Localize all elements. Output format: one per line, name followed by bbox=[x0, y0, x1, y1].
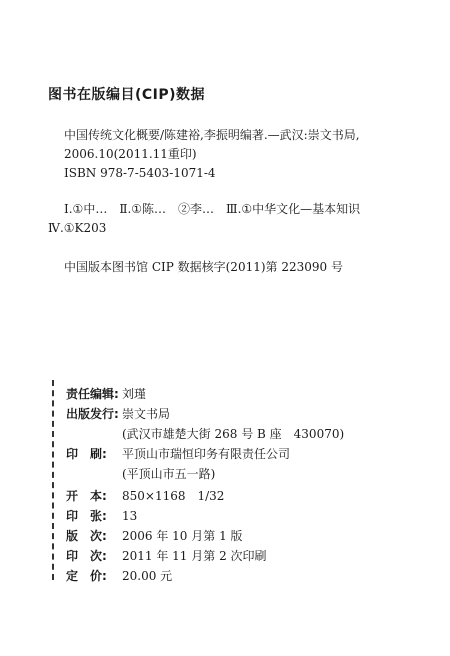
sheets-value: 13 bbox=[122, 509, 138, 523]
printer-address: (平顶山市五一路) bbox=[122, 467, 216, 481]
imprint-printer-row bbox=[66, 444, 290, 464]
edition-label: 版 次: bbox=[66, 529, 107, 543]
imprint-editor-row bbox=[66, 384, 146, 404]
publisher-value: 崇文书局 bbox=[122, 407, 171, 421]
imprint-publisher-address-row bbox=[66, 424, 344, 444]
imprint-sheets-row bbox=[66, 506, 137, 526]
price-value: 20.00 元 bbox=[122, 569, 173, 583]
imprint-publisher-row bbox=[66, 404, 170, 424]
publisher-address: (武汉市雄楚大街 268 号 B 座 430070) bbox=[122, 427, 345, 441]
imprint-printing-row bbox=[66, 546, 267, 566]
imprint-format-row bbox=[66, 486, 224, 506]
cip-bibliographic-line-2: 2006.10(2011.11重印) bbox=[64, 147, 197, 161]
sheets-label: 印 张: bbox=[66, 509, 107, 523]
cip-record-number: 中国版本图书馆 CIP 数据核字(2011)第 223090 号 bbox=[64, 260, 343, 274]
format-value: 850×1168 1/32 bbox=[122, 489, 225, 503]
cip-classification-line-2: Ⅳ.①K203 bbox=[48, 221, 107, 235]
cip-bibliographic-line-1: 中国传统文化概要/陈建裕,李振明编著.—武汉:崇文书局, bbox=[64, 128, 360, 142]
printing-value: 2011 年 11 月第 2 次印刷 bbox=[122, 549, 267, 563]
cip-isbn: ISBN 978-7-5403-1071-4 bbox=[64, 166, 216, 180]
publisher-label: 出版发行: bbox=[66, 407, 119, 421]
edition-value: 2006 年 10 月第 1 版 bbox=[122, 529, 243, 543]
imprint-edition-row bbox=[66, 526, 243, 546]
editor-label: 责任编辑: bbox=[66, 387, 119, 401]
editor-value: 刘瑾 bbox=[122, 387, 147, 401]
price-label: 定 价: bbox=[66, 569, 107, 583]
format-label: 开 本: bbox=[66, 489, 107, 503]
printer-value: 平顶山市瑞恒印务有限责任公司 bbox=[122, 447, 291, 461]
imprint-block bbox=[52, 380, 434, 583]
printer-label: 印 刷: bbox=[66, 447, 107, 461]
imprint-price-row bbox=[66, 566, 172, 586]
printing-label: 印 次: bbox=[66, 549, 107, 563]
imprint-printer-address-row bbox=[66, 464, 215, 484]
cip-title: 图书在版编目(CIP)数据 bbox=[48, 87, 206, 103]
cip-classification-line-1: Ⅰ.①中… Ⅱ.①陈… ②李… Ⅲ.①中华文化—基本知识 bbox=[64, 202, 361, 216]
